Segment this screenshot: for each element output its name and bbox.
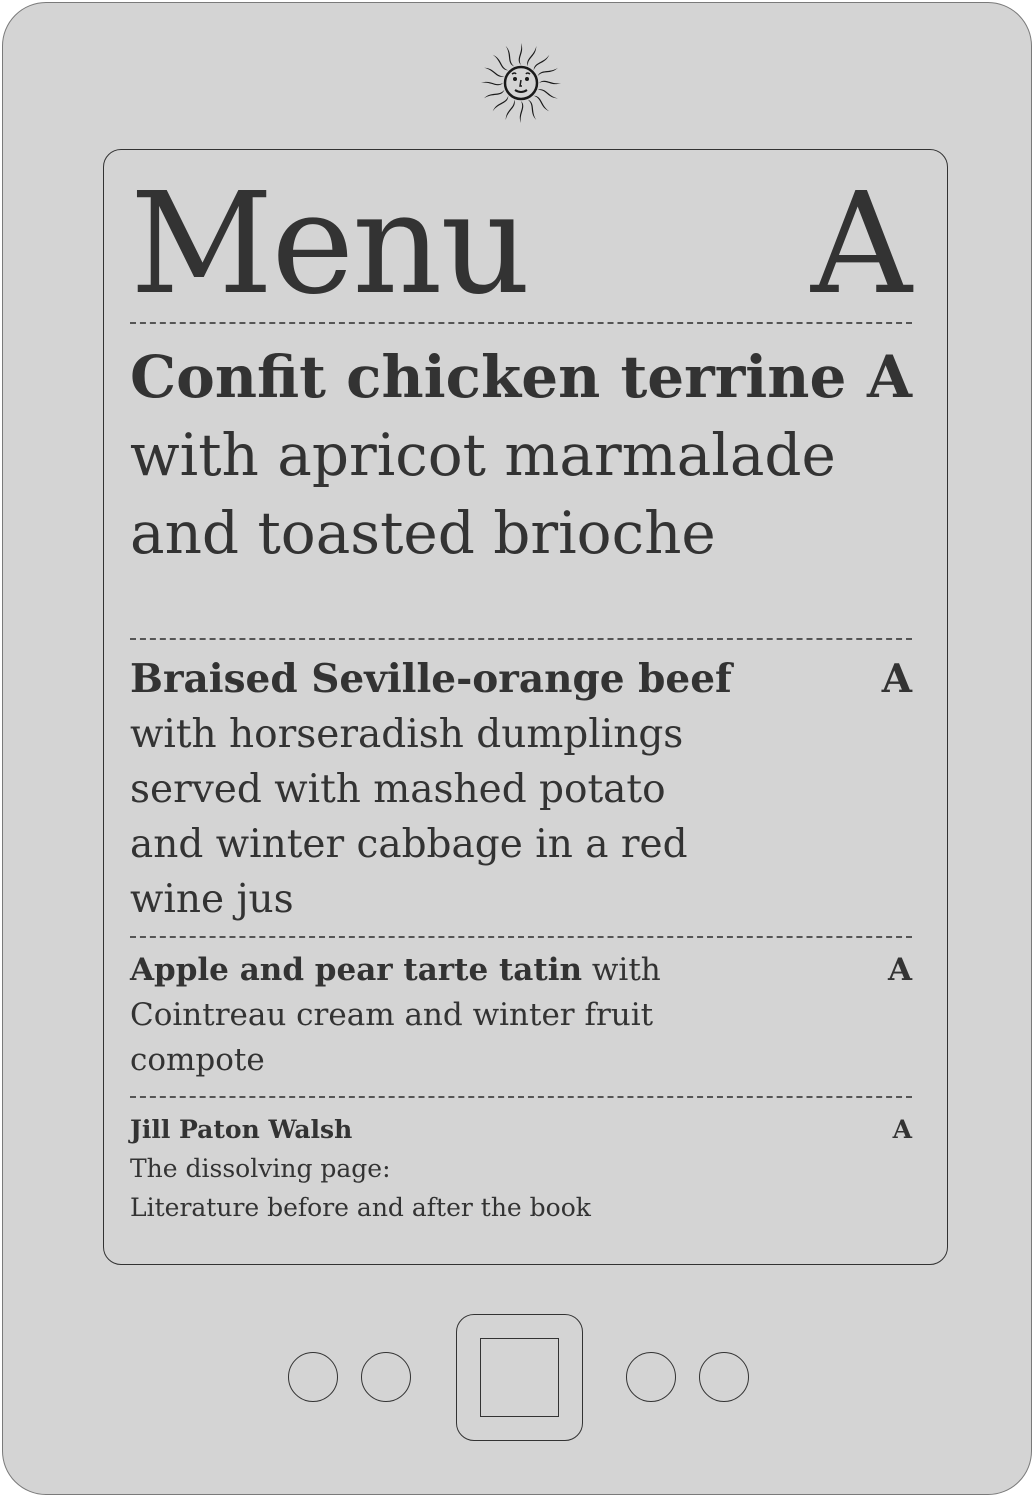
- home-button[interactable]: [456, 1314, 583, 1441]
- menu-item-title: Confit chicken terrine: [130, 343, 847, 411]
- header-letter-badge: A: [810, 163, 912, 326]
- ereader-device: [2, 2, 1032, 1495]
- menu-header: [130, 150, 912, 326]
- menu-item-title: Apple and pear tarte tatin: [130, 952, 583, 988]
- menu-item-badge: A: [881, 656, 912, 702]
- reader-screen: [103, 149, 948, 1265]
- book-credit: [130, 1098, 912, 1227]
- menu-item-title: Braised Seville-orange beef: [130, 656, 732, 702]
- menu-item-text: [130, 948, 912, 1083]
- menu-item-main: [130, 640, 912, 936]
- menu-item-dessert: [130, 938, 912, 1096]
- credit-author: [130, 1110, 912, 1149]
- menu-item-description: with horseradish dumplings served with mashed potato and winter cabbage in a red wine jus: [130, 712, 688, 922]
- sun-face-icon: [479, 41, 563, 125]
- menu-item-text: [130, 338, 912, 572]
- circle-button-2[interactable]: [361, 1352, 411, 1402]
- menu-item-starter: [130, 324, 912, 638]
- circle-button-3[interactable]: [626, 1352, 676, 1402]
- circle-button-1[interactable]: [288, 1352, 338, 1402]
- menu-item-badge: A: [887, 952, 912, 988]
- menu-item-text: [130, 652, 912, 927]
- menu-item-description: with apricot marmalade and toasted brioche: [130, 421, 836, 567]
- menu-page: [130, 150, 912, 1227]
- credit-title-line-2: Literature before and after the book: [130, 1193, 591, 1222]
- hardware-controls: [3, 1314, 1033, 1442]
- menu-item-description: with Cointreau cream and winter fruit compote: [130, 952, 661, 1078]
- author-name: Jill Paton Walsh: [130, 1115, 353, 1144]
- menu-item-badge: A: [866, 343, 912, 411]
- page-title: Menu: [130, 163, 529, 326]
- circle-button-4[interactable]: [699, 1352, 749, 1402]
- credit-title-line-1: The dissolving page:: [130, 1154, 391, 1183]
- credit-badge: A: [892, 1115, 912, 1144]
- home-square-icon: [480, 1338, 559, 1417]
